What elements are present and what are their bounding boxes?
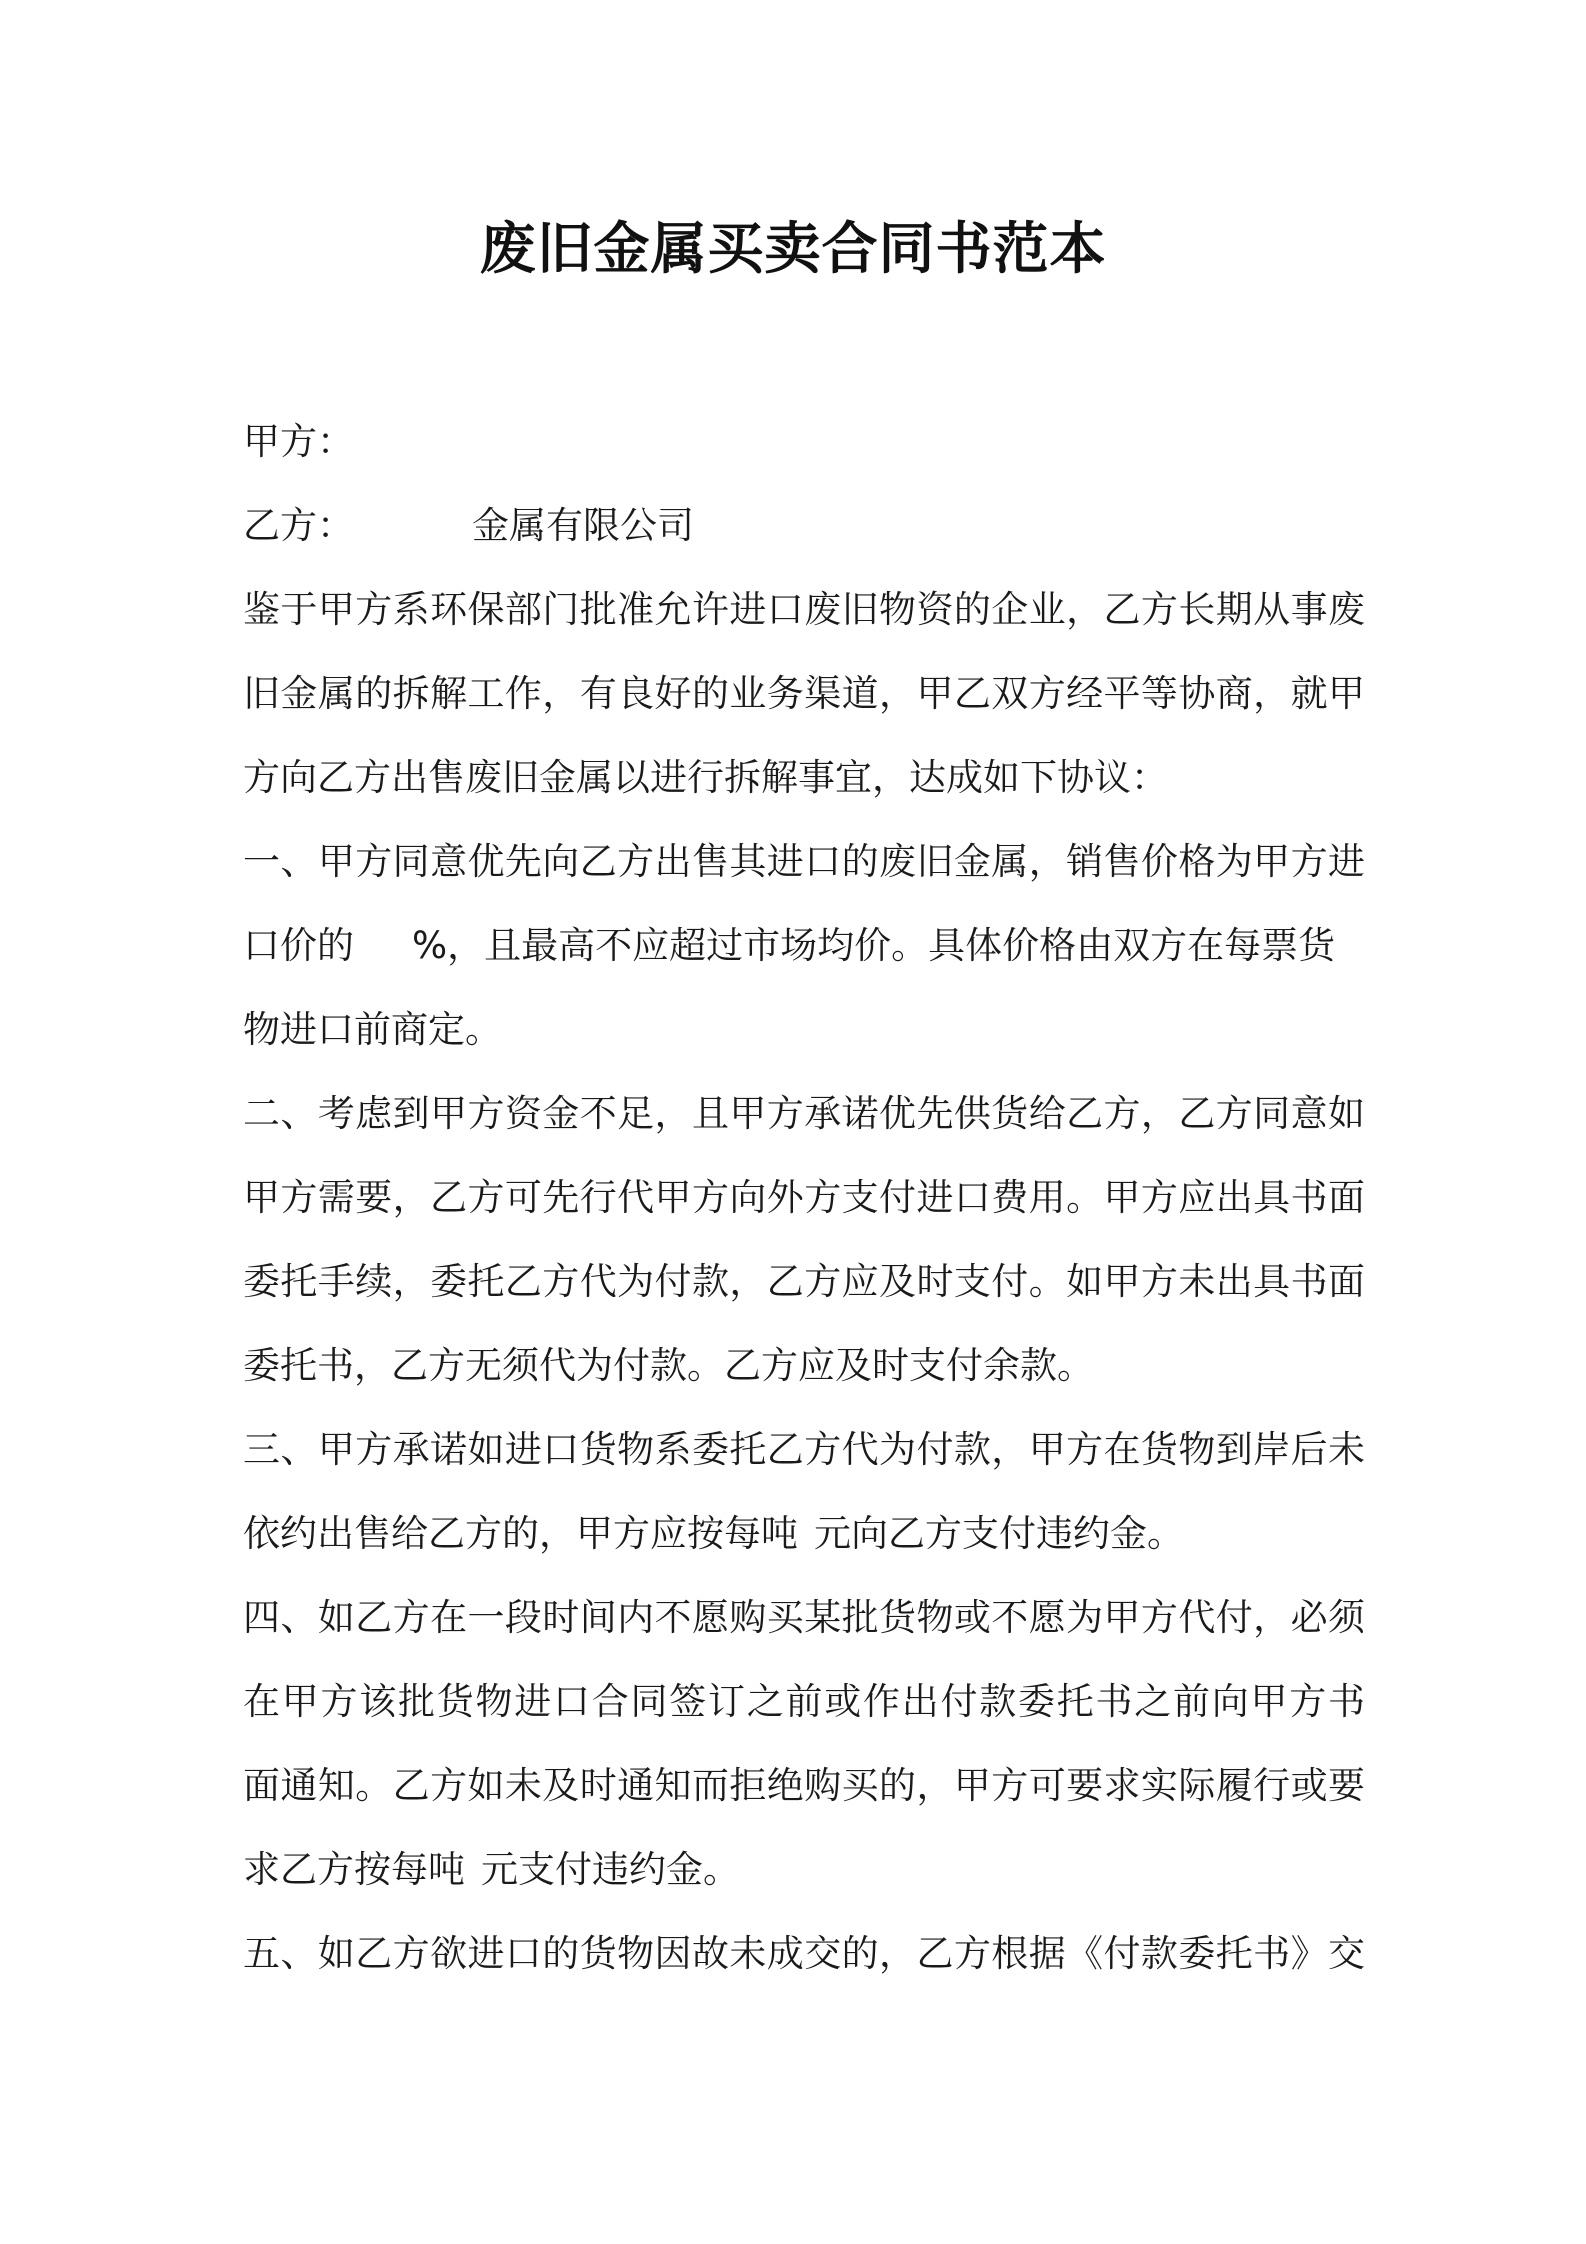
paragraph-line: 甲方需要，乙方可先行代甲方向外方支付进口费用。甲方应出具书面 xyxy=(243,1176,1365,1219)
document-title: 废旧金属买卖合同书范本 xyxy=(479,217,1107,282)
paragraph-line xyxy=(243,904,1365,988)
party-b-line xyxy=(243,484,1365,568)
paragraph-line xyxy=(243,1828,1365,1912)
party-a-line xyxy=(243,400,1365,484)
paragraph-line: 一、甲方同意优先向乙方出售其进口的废旧金属，销售价格为甲方进 xyxy=(243,840,1365,883)
party-a-label: 甲方： xyxy=(243,420,354,463)
penalty-suffix: 元支付违约金。 xyxy=(481,1848,740,1891)
paragraph-line: 方向乙方出售废旧金属以进行拆解事宜，达成如下协议： xyxy=(243,756,1168,799)
paragraph-line: 三、甲方承诺如进口货物系委托乙方代为付款，甲方在货物到岸后未 xyxy=(243,1428,1365,1471)
paragraph-line: 在甲方该批货物进口合同签订之前或作出付款委托书之前向甲方书 xyxy=(243,1680,1365,1723)
paragraph-line: 面通知。乙方如未及时通知而拒绝购买的，甲方可要求实际履行或要 xyxy=(243,1764,1365,1807)
paragraph-line: 委托手续，委托乙方代为付款，乙方应及时支付。如甲方未出具书面 xyxy=(243,1260,1365,1303)
paragraph-line: 四、如乙方在一段时间内不愿购买某批货物或不愿为甲方代付，必须 xyxy=(243,1596,1365,1639)
paragraph-line: 鉴于甲方系环保部门批准允许进口废旧物资的企业，乙方长期从事废 xyxy=(243,588,1365,631)
document-body xyxy=(243,400,1365,1996)
paragraph-line: 五、如乙方欲进口的货物因故未成交的，乙方根据《付款委托书》交 xyxy=(243,1932,1365,1975)
paragraph-line xyxy=(243,1492,1365,1576)
price-suffix: %，且最高不应超过市场均价。具体价格由双方在每票货 xyxy=(412,924,1336,967)
party-b-name: 金属有限公司 xyxy=(472,504,694,547)
paragraph-line: 委托书，乙方无须代为付款。乙方应及时支付余款。 xyxy=(243,1344,1094,1387)
party-b-label: 乙方： xyxy=(243,504,354,547)
paragraph-line: 二、考虑到甲方资金不足，且甲方承诺优先供货给乙方，乙方同意如 xyxy=(243,1092,1365,1135)
penalty-suffix: 元向乙方支付违约金。 xyxy=(814,1512,1184,1555)
penalty-prefix: 依约出售给乙方的，甲方应按每吨 xyxy=(243,1512,798,1555)
price-prefix: 口价的 xyxy=(243,924,354,967)
penalty-prefix: 求乙方按每吨 xyxy=(243,1848,465,1891)
paragraph-line: 旧金属的拆解工作，有良好的业务渠道，甲乙双方经平等协商，就甲 xyxy=(243,672,1365,715)
paragraph-line: 物进口前商定。 xyxy=(243,1008,502,1051)
